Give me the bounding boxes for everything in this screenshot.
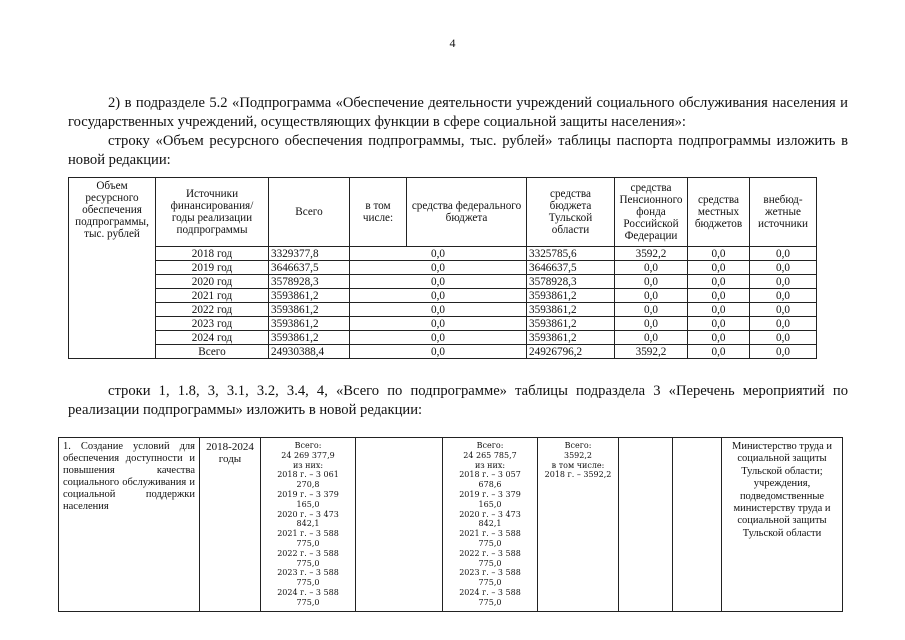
local-cell: 0,0 — [688, 261, 750, 275]
year-cell: Всего — [156, 345, 269, 359]
paragraph-resource-row: строку «Объем ресурсного обеспечения подпрограммы, тыс. рублей» таблицы паспорта подпрограммы изложить в новой редакции: — [68, 133, 848, 168]
measure-years-cell: 2018-2024 годы — [200, 438, 261, 612]
table-row — [69, 289, 817, 303]
pension-line: 2018 г. – 3592,2 — [544, 470, 612, 480]
header-including: в том числе: — [350, 178, 407, 247]
local-cell: 0,0 — [688, 317, 750, 331]
measure-regional-cell — [443, 438, 538, 612]
header-sources: Источники финансирования/ годы реализации подпрограммы — [156, 178, 269, 247]
year-cell: 2018 год — [156, 247, 269, 261]
pension-cell: 0,0 — [615, 331, 688, 345]
extra-cell: 0,0 — [750, 303, 817, 317]
measure-empty-cell — [673, 438, 722, 612]
federal-cell: 0,0 — [350, 345, 527, 359]
pension-cell: 0,0 — [615, 261, 688, 275]
local-cell: 0,0 — [688, 303, 750, 317]
federal-cell: 0,0 — [350, 317, 527, 331]
extra-cell: 0,0 — [750, 345, 817, 359]
local-cell: 0,0 — [688, 275, 750, 289]
table-row — [69, 331, 817, 345]
pension-line: 3592,2 — [564, 450, 592, 460]
pension-cell: 3592,2 — [615, 247, 688, 261]
pension-cell: 3592,2 — [615, 345, 688, 359]
federal-cell: 0,0 — [350, 289, 527, 303]
total-line: 2022 г. – 3 588 775,0 — [277, 548, 339, 568]
table-row — [69, 247, 817, 261]
pension-line: Всего: — [564, 441, 592, 450]
header-regional: средства бюджета Тульской области — [527, 178, 615, 247]
total-cell: 3593861,2 — [269, 303, 350, 317]
federal-cell: 0,0 — [350, 275, 527, 289]
year-cell: 2021 год — [156, 289, 269, 303]
regional-line: 2024 г. – 3 588 775,0 — [459, 587, 521, 607]
pension-cell: 0,0 — [615, 303, 688, 317]
measure-name-cell: 1. Создание условий для обеспечения доступности и повышения качества социального обслуживания и социальной поддержки населения — [59, 438, 200, 612]
local-cell: 0,0 — [688, 345, 750, 359]
federal-cell: 0,0 — [350, 331, 527, 345]
table-row-total — [69, 345, 817, 359]
local-cell: 0,0 — [688, 247, 750, 261]
measure-total-cell — [261, 438, 356, 612]
regional-cell: 3593861,2 — [527, 331, 615, 345]
pension-cell: 0,0 — [615, 317, 688, 331]
total-line: Всего: — [294, 441, 322, 450]
year-cell: 2019 год — [156, 261, 269, 275]
total-line: 2020 г. – 3 473 842,1 — [277, 509, 339, 529]
total-cell: 3329377,8 — [269, 247, 350, 261]
header-total: Всего — [269, 178, 350, 247]
regional-line: 2021 г. – 3 588 775,0 — [459, 529, 521, 548]
regional-line: 2023 г. – 3 588 775,0 — [459, 568, 521, 588]
year-cell: 2022 год — [156, 303, 269, 317]
regional-line: Всего: — [476, 441, 504, 450]
paragraph-subsection-5-2: 2) в подразделе 5.2 «Подпрограмма «Обеспечение деятельности учреждений социального обслуживания населения и государственных учреждений, осуществляющих функции в сфере социальной защиты населения»: — [68, 95, 848, 130]
federal-cell: 0,0 — [350, 303, 527, 317]
total-line: 2021 г. – 3 588 775,0 — [277, 529, 339, 548]
resource-support-table — [68, 177, 817, 359]
pension-line: в том числе: — [551, 460, 605, 470]
regional-cell: 24926796,2 — [527, 345, 615, 359]
total-cell: 3593861,2 — [269, 317, 350, 331]
table-row — [69, 303, 817, 317]
regional-cell: 3325785,6 — [527, 247, 615, 261]
resource-volume-label: Объем ресурсного обеспечения подпрограммы, тыс. рублей — [69, 178, 156, 359]
regional-cell: 3593861,2 — [527, 303, 615, 317]
total-cell: 3593861,2 — [269, 289, 350, 303]
header-pension: средства Пенсионного фонда Российской Федерации — [615, 178, 688, 247]
total-line: 2019 г. – 3 379 165,0 — [277, 489, 339, 509]
regional-cell: 3593861,2 — [527, 289, 615, 303]
total-cell: 24930388,4 — [269, 345, 350, 359]
table-row — [69, 261, 817, 275]
federal-cell: 0,0 — [350, 247, 527, 261]
total-line: 24 269 377,9 — [281, 450, 335, 460]
header-extra: внебюд-жетные источники — [750, 178, 817, 247]
regional-line: 2018 г. – 3 057 678,6 — [459, 470, 521, 490]
table-row — [59, 438, 843, 612]
measure-empty-cell — [356, 438, 443, 612]
table-row — [69, 317, 817, 331]
measures-table — [58, 437, 843, 612]
regional-line: 2019 г. – 3 379 165,0 — [459, 489, 521, 509]
regional-cell: 3578928,3 — [527, 275, 615, 289]
paragraph-measures-rows: строки 1, 1.8, 3, 3.1, 3.2, 3.4, 4, «Всего по подпрограмме» таблицы подраздела 3 «Перечень мероприятий по реализации подпрограммы» изложить в новой редакции: — [68, 383, 848, 418]
extra-cell: 0,0 — [750, 247, 817, 261]
extra-cell: 0,0 — [750, 317, 817, 331]
regional-line: из них: — [474, 460, 506, 470]
federal-cell: 0,0 — [350, 261, 527, 275]
regional-cell: 3646637,5 — [527, 261, 615, 275]
extra-cell: 0,0 — [750, 289, 817, 303]
local-cell: 0,0 — [688, 331, 750, 345]
year-cell: 2024 год — [156, 331, 269, 345]
total-line: 2023 г. – 3 588 775,0 — [277, 568, 339, 588]
regional-line: 2020 г. – 3 473 842,1 — [459, 509, 521, 529]
measure-executor-cell: Министерство труда и социальной защиты Тульской области; учреждения, подведомственные министерству труда и социальной защиты Тульской области — [722, 438, 843, 612]
page-number: 4 — [449, 36, 456, 50]
measure-pension-cell — [538, 438, 619, 612]
regional-line: 2022 г. – 3 588 775,0 — [459, 548, 521, 568]
extra-cell: 0,0 — [750, 261, 817, 275]
year-cell: 2020 год — [156, 275, 269, 289]
total-cell: 3593861,2 — [269, 331, 350, 345]
total-cell: 3578928,3 — [269, 275, 350, 289]
extra-cell: 0,0 — [750, 331, 817, 345]
header-federal: средства федерального бюджета — [407, 178, 527, 247]
regional-line: 24 265 785,7 — [463, 450, 517, 460]
table-row — [69, 275, 817, 289]
measure-empty-cell — [619, 438, 673, 612]
pension-cell: 0,0 — [615, 275, 688, 289]
total-cell: 3646637,5 — [269, 261, 350, 275]
regional-cell: 3593861,2 — [527, 317, 615, 331]
year-cell: 2023 год — [156, 317, 269, 331]
local-cell: 0,0 — [688, 289, 750, 303]
pension-cell: 0,0 — [615, 289, 688, 303]
total-line: 2024 г. – 3 588 775,0 — [277, 587, 339, 607]
extra-cell: 0,0 — [750, 275, 817, 289]
header-local: средства местных бюджетов — [688, 178, 750, 247]
total-line: из них: — [292, 460, 324, 470]
total-line: 2018 г. – 3 061 270,8 — [277, 470, 339, 490]
